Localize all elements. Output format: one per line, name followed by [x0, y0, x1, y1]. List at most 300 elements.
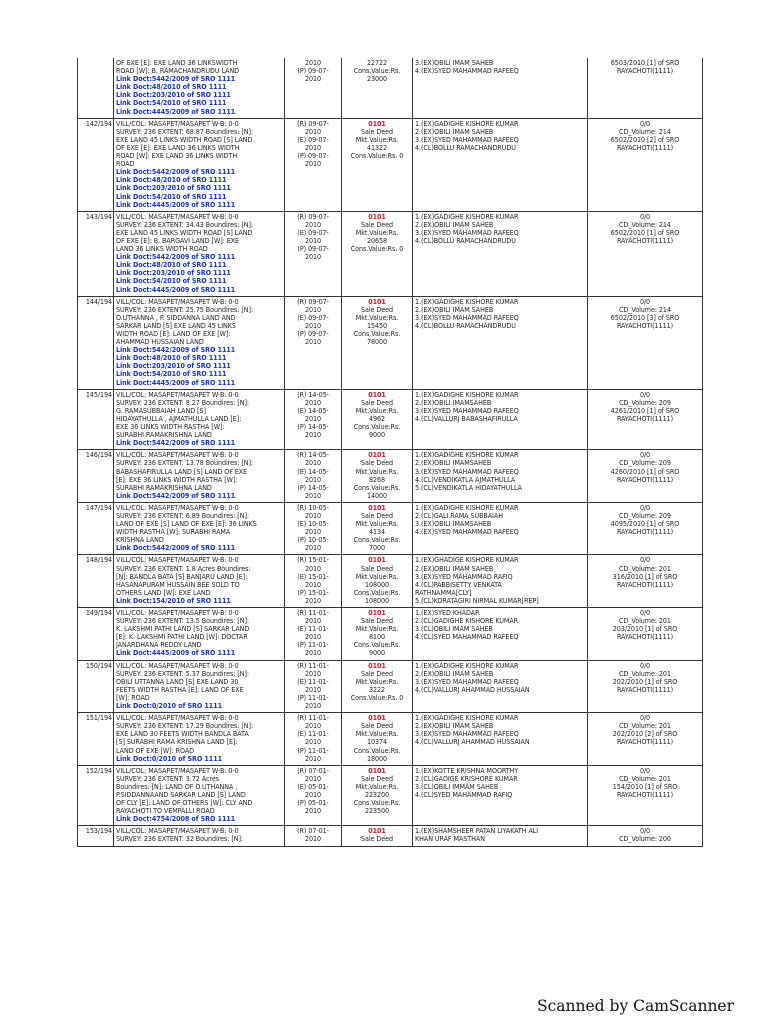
document-volume [588, 826, 703, 846]
description-line: VILL/COL: MASAPET/MASAPET W-B: 0-0 [116, 713, 239, 723]
parties [413, 118, 588, 211]
link-document: Link Doct:0/2010 of SRO 1111 [116, 701, 222, 711]
serial-number: 148/194 [78, 555, 114, 608]
description-line: [S] SURABHI RAMA KRISHNA LAND [E]: [116, 737, 238, 747]
volume-line: RAYACHOTI(1111) [616, 320, 674, 330]
document-volume [588, 608, 703, 661]
link-document: Link Doct:203/2010 of SRO 1111 [116, 183, 231, 193]
party-line: 3.(EX)OBILI IMAMSAHEB [415, 519, 492, 529]
volume-line: 0/0 [639, 826, 651, 836]
party-line: 1.(EX)SHAMSHEER PATAN LIYAKATH ALI [415, 826, 539, 836]
serial-number: 146/194 [78, 450, 114, 503]
date-line: 2010 [304, 632, 322, 642]
property-description [114, 296, 285, 389]
table-row [78, 296, 703, 389]
volume-line: 0/0 [639, 555, 651, 565]
serial-number: 143/194 [78, 211, 114, 296]
deed-details [342, 713, 413, 766]
party-line: RATHNAMMA[CLY] [415, 587, 472, 597]
link-document: Link Doct:4445/2009 of SRO 1111 [116, 106, 236, 116]
volume-line: 4260/2010 [1] of SRO [610, 466, 680, 476]
party-line: 2.(CL)GALI RAMA SUBBAIAH [415, 510, 503, 520]
description-line: ROAD [116, 159, 135, 169]
table-row [78, 502, 703, 555]
registration-dates [285, 389, 342, 450]
deed-line: Cons.Value:Rs. [353, 535, 401, 545]
volume-line: 0/0 [639, 211, 651, 221]
party-line: 4.(CL)VALLURJ AHAMMAD HUSSAIAN [415, 737, 530, 747]
volume-line: 6502/2010 [3] of SRO [610, 312, 680, 322]
description-line: RAYACHOTI TO VEMPALLI ROAD [116, 806, 215, 816]
party-line: 1.(EX)GADIGHE KISHORE KUMAR [415, 118, 519, 128]
deed-line: Cons.Value:Rs. [353, 329, 401, 338]
deed-line: Sale Deed [360, 668, 394, 678]
date-line: 2010 [304, 753, 322, 763]
link-document: Link Doct:48/2010 of SRO 1111 [116, 82, 227, 92]
deed-line: Mkt.Value:Rs. [355, 405, 399, 415]
description-line: EXE 36 LINKS WIDTH RASTHA [W]: [116, 422, 225, 432]
encumbrance-register [77, 58, 702, 847]
link-document: Link Doct:48/2010 of SRO 1111 [116, 353, 227, 363]
table-row [78, 450, 703, 503]
date-line: (R) 11-01- [297, 608, 329, 617]
table-row [78, 211, 703, 296]
property-description [114, 660, 285, 713]
description-line: VILL/COL: MASAPET/MASAPET W-B: 0-0 [116, 555, 239, 565]
description-line: VILL/COL: MASAPET/MASAPET W-B: 0-0 [116, 502, 239, 512]
description-line: SURVEY: 236 EXTENT: 3.72 Acres [116, 773, 219, 783]
document-volume [588, 765, 703, 826]
date-line: (E) 10-05- [297, 519, 329, 529]
date-line: 2010 [304, 458, 322, 468]
date-line: 2010 [304, 252, 322, 262]
deed-line: 10374 [366, 737, 388, 747]
party-line: 2.(CL)GADIGE KRISHORE KUMAR [415, 773, 518, 783]
description-line: SURVEY: 236 EXTENT: 25.75 Boundires: [N]: [116, 304, 254, 314]
parties [413, 826, 588, 846]
date-line: 2010 [304, 806, 322, 816]
link-document: Link Doct:48/2010 of SRO 1111 [116, 260, 227, 270]
date-line: (P) 09-07- [297, 151, 329, 161]
description-line: OF EXE [E]: EXE LAND 36 LINKSWIDTH [116, 58, 238, 67]
description-line: SURVEY: 236 EXTENT: 32 Boundires: [N]: [116, 834, 244, 844]
link-document: Link Doct:4754/2008 of SRO 1111 [116, 814, 236, 824]
table-row [78, 118, 703, 211]
date-line: (P) 11-01- [297, 745, 329, 755]
date-line: (R) 15-01- [297, 555, 329, 565]
property-description [114, 826, 285, 846]
link-document: Link Doct:5442/2009 of SRO 1111 [116, 74, 236, 84]
table-row [78, 58, 703, 118]
deed-line: Mkt.Value:Rs. [355, 227, 399, 237]
description-line: OTHERS LAND [W]: EXE LAND [116, 587, 211, 597]
link-document: Link Doct:4445/2009 of SRO 1111 [116, 284, 236, 294]
description-line: KRISHNA LAND [116, 535, 164, 545]
deed-line: Cons.Value:Rs. [353, 66, 401, 76]
description-line: WIDTH ROAD [E]: LAND OF EXE [W]: [116, 329, 231, 338]
date-line: (R) 11-01- [297, 660, 329, 670]
date-line: (R) 10-05- [297, 502, 329, 512]
volume-line: 0/0 [639, 713, 651, 723]
serial-number: 149/194 [78, 608, 114, 661]
volume-line: 0/0 [639, 118, 651, 128]
volume-line: RAYACHOTI(1111) [616, 789, 674, 799]
volume-line: 6503/2010 [1] of SRO [610, 58, 680, 67]
party-line: 3.(EX)SYED MAHAMMAD RAFEEQ [415, 312, 519, 322]
description-line: G. RAMASUBBAIAH LAND [S] [116, 405, 206, 415]
deed-code: 0101 [368, 502, 386, 512]
description-line: SARKAR LAND [S] EXE LAND 45 LINKS [116, 320, 236, 330]
date-line: (P) 09-07- [297, 329, 329, 338]
deed-line: Sale Deed [360, 458, 394, 468]
deed-line: Mkt.Value:Rs. [355, 134, 399, 144]
camscanner-watermark: Scanned by CamScanner [537, 997, 735, 1015]
party-line: 1.(EX)GADIGHE KISHORE KUMAR [415, 389, 519, 399]
volume-line: 0/0 [639, 608, 651, 617]
deed-line: Mkt.Value:Rs. [355, 781, 399, 791]
deed-code: 0101 [368, 713, 386, 723]
date-line: 2010 [304, 474, 322, 484]
date-line: 2010 [304, 527, 322, 537]
table-row [78, 608, 703, 661]
date-line: 2010 [304, 668, 322, 678]
date-line: 2010 [304, 510, 322, 520]
link-document: Link Doct:4445/2009 of SRO 1111 [116, 648, 236, 658]
registration-dates [285, 826, 342, 846]
deed-code: 0101 [368, 450, 386, 460]
date-line: (E) 11-01- [297, 729, 329, 739]
description-line: VILL/COL: MASAPET/MASAPET W-B: 0-0 [116, 211, 239, 221]
serial-number: 152/194 [78, 765, 114, 826]
volume-line: 0/0 [639, 389, 651, 399]
deed-code: 0101 [368, 118, 386, 128]
description-line: Boundires: [N]: LAND OF O.UTHANNA , [116, 781, 238, 791]
property-description [114, 118, 285, 211]
party-line: 2.(EX)OBILI IMAM SAHEB [415, 304, 494, 314]
deed-line: Cons.Value:Rs. [353, 422, 401, 432]
link-document: Link Doct:54/2010 of SRO 1111 [116, 276, 227, 286]
date-line: (P) 05-01- [297, 798, 329, 808]
registration-dates [285, 58, 342, 118]
party-line: 2.(EX)OBILI IMAM SAHEB [415, 721, 494, 731]
date-line: 2010 [304, 701, 322, 711]
description-line: OBILI UTTANNA LAND [S] EXE LAND 30 [116, 676, 239, 686]
deed-details [342, 118, 413, 211]
deed-line: 22722 [366, 58, 388, 67]
deed-line: Mkt.Value:Rs. [355, 312, 399, 322]
registration-dates [285, 608, 342, 661]
party-line: 1.(EX)KOTTE KRISHNA MOORTHY [415, 765, 519, 775]
deed-line: 15450 [366, 320, 388, 330]
party-line: 4.(CL)BOLLU RAMACHANDRUDU [415, 320, 516, 330]
parties [413, 211, 588, 296]
document-volume [588, 118, 703, 211]
deed-line: 4134 [368, 527, 386, 537]
link-document: Link Doct:5442/2009 of SRO 1111 [116, 543, 236, 553]
description-line: EXE LAND 45 LINKS WIDTH ROAD [S] LAND [116, 134, 253, 144]
link-document: Link Doct:54/2010 of SRO 1111 [116, 98, 227, 108]
table-row [78, 826, 703, 846]
party-line: 3.(EX)SYED MAHAMMAD RAFEEQ [415, 405, 519, 415]
registration-dates [285, 502, 342, 555]
deed-details [342, 502, 413, 555]
deed-details [342, 58, 413, 118]
volume-line: CD_Volume: 214 [619, 304, 671, 314]
date-line: (R) 07-01- [297, 765, 329, 775]
document-volume [588, 296, 703, 389]
deed-line: 223200 [364, 789, 390, 799]
description-line: SURVEY: 236 EXTENT: 6.89 Boundires: [N]: [116, 510, 250, 520]
party-line: 4.(CL)PABBISETTY VENKATA [415, 579, 502, 589]
date-line: (R) 11-01- [297, 713, 329, 723]
description-line: FEETS WIDTH RASTHA [E]: LAND OF EXE [116, 684, 244, 694]
property-description [114, 608, 285, 661]
party-line: 2.(EX)OBILI IMAMSAHEB [415, 397, 492, 407]
link-document: Link Doct:4445/2009 of SRO 1111 [116, 377, 236, 387]
date-line: 2010 [304, 126, 322, 136]
party-line: 1.(EX)GADIGHE KISHORE KUMAR [415, 450, 519, 460]
date-line: (E) 09-07- [297, 227, 329, 237]
table-row [78, 660, 703, 713]
parties [413, 296, 588, 389]
parties [413, 765, 588, 826]
party-line: 2.(CL)GADIGHE KISHORE KUMAR [415, 616, 519, 626]
deed-line: Sale Deed [360, 510, 394, 520]
date-line: (R) 09-07- [297, 296, 329, 306]
date-line: (P) 09-07- [297, 66, 329, 76]
description-line: VILL/COL: MASAPET/MASAPET W-B: 0-0 [116, 389, 239, 399]
description-line: OF EXE [E]: B. BARGAVI LAND [W]: EXE [116, 235, 240, 245]
party-line: 1.(EX)GADIGHE KISHORE KUMAR [415, 296, 519, 306]
description-line: VILL/COL: MASAPET/MASAPET W-B: 0-0 [116, 660, 239, 670]
document-volume [588, 58, 703, 118]
date-line: 2010 [304, 773, 322, 783]
date-line: (E) 11-01- [297, 676, 329, 686]
description-line: VILL/COL: MASAPET/MASAPET W-B: 0-0 [116, 118, 239, 128]
deed-line: 41322 [366, 142, 388, 152]
date-line: (R) 09-07- [297, 211, 329, 221]
volume-line: 202/2010 [1] of SRO [612, 676, 678, 686]
description-line: HIDAYATHULLA , AJMATHULLA LAND [E]: [116, 413, 242, 423]
date-line: (E) 15-01- [297, 571, 329, 581]
deed-line: Sale Deed [360, 397, 394, 407]
party-line: 3.(CL)OBILI IMMAM SAHEB [415, 781, 499, 791]
party-line: 3.(EX)SYED MAHAMMAD RAFEEQ [415, 466, 519, 476]
date-line: 2010 [304, 563, 322, 573]
deed-line: Mkt.Value:Rs. [355, 519, 399, 529]
date-line: 2010 [304, 430, 322, 440]
party-line: 3.(EX)SYED MAHAMMAD RAFEEQ [415, 134, 519, 144]
volume-line: 0/0 [639, 502, 651, 512]
date-line: (E) 09-07- [297, 312, 329, 322]
date-line: 2010 [304, 648, 322, 658]
deed-line: Mkt.Value:Rs. [355, 729, 399, 739]
description-line: WIDTH RASTHA [W]: SURABHI RAMA [116, 527, 231, 537]
volume-line: RAYACHOTI(1111) [616, 66, 674, 76]
party-line: 3.(CL)OBILI IMAM SAHEB [415, 624, 493, 634]
deed-line: 78000 [366, 337, 388, 347]
link-document: Link Doct:203/2010 of SRO 1111 [116, 268, 231, 278]
deed-line: Sale Deed [360, 616, 394, 626]
deed-details [342, 660, 413, 713]
date-line: (R) 09-07- [297, 118, 329, 128]
deed-line: 20658 [366, 235, 388, 245]
serial-number: 147/194 [78, 502, 114, 555]
volume-line: 0/0 [639, 296, 651, 306]
deed-code: 0101 [368, 555, 386, 565]
description-line: O.UTHANNA , P. SIDDANNA LAND AND [116, 312, 236, 322]
date-line: 2010 [304, 721, 322, 731]
party-line: 2.(EX)OBILI IMAMSAHEB [415, 458, 492, 468]
volume-line: 203/2010 [1] of SRO [612, 624, 678, 634]
link-document: Link Doct:5442/2009 of SRO 1111 [116, 252, 236, 262]
link-document: Link Doct:5442/2009 of SRO 1111 [116, 490, 236, 500]
link-document: Link Doct:5442/2009 of SRO 1111 [116, 167, 236, 177]
volume-line: CD_Volume: 209 [619, 397, 671, 407]
volume-line: 4261/2010 [1] of SRO [610, 405, 680, 415]
date-line: 2010 [304, 579, 322, 589]
serial-number: 145/194 [78, 389, 114, 450]
deed-line: Sale Deed [360, 304, 394, 314]
deed-code: 0101 [368, 608, 386, 617]
description-line: HASANAPURAM HUSSAIN BEE SOLD TO [116, 579, 240, 589]
deed-line: Cons.Value:Rs. 0 [350, 151, 404, 161]
deed-line: 8100 [368, 632, 386, 642]
table-row [78, 765, 703, 826]
date-line: 2010 [304, 684, 322, 694]
volume-line: CD_Volume: 200 [619, 834, 671, 844]
deed-line: 9000 [368, 648, 386, 658]
volume-line: 6502/2010 [2] of SRO [610, 134, 680, 144]
party-line: 5.(CL)VENDIKATLA HIDAYATHULLA [415, 482, 522, 492]
deed-line: 3222 [368, 684, 386, 694]
registration-dates [285, 765, 342, 826]
deed-line: Sale Deed [360, 126, 394, 136]
party-line: 4.(CL)VALLURJ BABASHAFIRULLA [415, 413, 518, 423]
description-line: LAND 36 LINKS WIDTH ROAD [116, 244, 208, 254]
date-line: (E) 14-05- [297, 405, 329, 415]
serial-number: 150/194 [78, 660, 114, 713]
description-line: EXE LAND 45 LINKS WIDTH ROAD [S] LAND [116, 227, 253, 237]
description-line: SURVEY: 236 EXTENT: 13.5 Boundires: [N]: [116, 616, 250, 626]
link-document: Link Doct:54/2010 of SRO 1111 [116, 191, 227, 201]
date-line: (E) 11-01- [297, 624, 329, 634]
party-line: 3.(EX)SYED MAHAMMAD RAFEEQ [415, 729, 519, 739]
volume-line: CD_Volume: 209 [619, 510, 671, 520]
deed-line: Mkt.Value:Rs. [355, 624, 399, 634]
parties [413, 58, 588, 118]
deed-code: 0101 [368, 826, 386, 836]
parties [413, 555, 588, 608]
link-document: Link Doct:0/2010 of SRO 1111 [116, 753, 222, 763]
volume-line: CD_Volume: 201 [619, 563, 671, 573]
date-line: 2010 [304, 413, 322, 423]
date-line: 2010 [304, 219, 322, 229]
property-description [114, 450, 285, 503]
deed-details [342, 608, 413, 661]
description-line: SURVEY: 236 EXTENT: 17.29 Boundires: [N]: [116, 721, 254, 731]
description-line: VILL/COL: MASAPET/MASAPET W-B: 0-0 [116, 450, 239, 460]
volume-line: RAYACHOTI(1111) [616, 579, 674, 589]
parties [413, 450, 588, 503]
description-line: EXE LAND 30 FEETS WIDTH BANDLA BATA [116, 729, 249, 739]
date-line: (R) 14-05- [297, 450, 329, 460]
party-line: 3.(EX)SYED MAHAMMAD RAFEEQ [415, 227, 519, 237]
date-line: 2010 [304, 142, 322, 152]
deed-line: 108000 [364, 595, 390, 605]
serial-number [78, 58, 114, 118]
deed-code: 0101 [368, 765, 386, 775]
date-line: 2010 [304, 737, 322, 747]
date-line: 2010 [304, 789, 322, 799]
description-line: SURVEY: 236 EXTENT: 13.78 Boundires: [N]: [116, 458, 254, 468]
description-line: ROAD [W]: EXE LAND 36 LINKS WIDTH [116, 151, 238, 161]
description-line: SURVEY: 236 EXTENT: 1.8 Acres Boundires: [116, 563, 251, 573]
description-line: AHAMMAD HUSSAIAN LAND [116, 337, 204, 347]
document-volume [588, 389, 703, 450]
date-line: (P) 14-05- [297, 482, 329, 492]
deed-line: Cons.Value:Rs. [353, 640, 401, 650]
party-line: 4.(CL)VALLURJ AHAMMAD HUSSAIAN [415, 684, 530, 694]
date-line: (P) 15-01- [297, 587, 329, 597]
volume-line: 316/2010 [1] of SRO [612, 571, 678, 581]
deed-line: Mkt.Value:Rs. [355, 676, 399, 686]
description-line: VILL/COL: MASAPET/MASAPET W-B: 0-0 [116, 296, 239, 306]
date-line: 2010 [304, 490, 322, 500]
description-line: VILL/COL: MASAPET/MASAPET W-B: 0-0 [116, 608, 239, 617]
party-line: 2.(EX)OBILI IMAM SAHEB [415, 668, 494, 678]
serial-number: 151/194 [78, 713, 114, 766]
party-line: 3.(EX)SYED MAHAMMAD RAFIQ [415, 571, 513, 581]
description-line: SURABHI RAMAKRISHNA LAND [116, 482, 212, 492]
volume-line: RAYACHOTI(1111) [616, 142, 674, 152]
party-line: 2.(EX)OBILI IMAM SAHEB [415, 219, 494, 229]
transaction-table [77, 58, 703, 847]
document-volume [588, 502, 703, 555]
link-document: Link Doct:203/2010 of SRO 1111 [116, 90, 231, 100]
deed-line: Sale Deed [360, 773, 394, 783]
date-line: 2010 [304, 616, 322, 626]
parties [413, 660, 588, 713]
date-line: (E) 14-05- [297, 466, 329, 476]
party-line: 1.(EX)GADIGHE KISHORE KUMAR [415, 713, 519, 723]
deed-details [342, 450, 413, 503]
volume-line: CD_Volume: 214 [619, 126, 671, 136]
party-line: 2.(EX)OBILI IMAM SAHEB [415, 126, 494, 136]
description-line: [W]: ROAD [116, 692, 150, 702]
registration-dates [285, 450, 342, 503]
party-line: 1.(EX)SYED KHADAR [415, 608, 480, 617]
party-line: 1.(EX)GADIGHE KISHORE KUMAR [415, 660, 519, 670]
date-line: 2010 [304, 235, 322, 245]
document-volume [588, 450, 703, 503]
deed-details [342, 826, 413, 846]
link-document: Link Doct:154/2010 of SRO 1111 [116, 595, 231, 605]
document-volume [588, 555, 703, 608]
deed-line: Mkt.Value:Rs. [355, 466, 399, 476]
deed-details [342, 211, 413, 296]
deed-details [342, 765, 413, 826]
property-description [114, 555, 285, 608]
property-description [114, 389, 285, 450]
description-line: VILL/COL: MASAPET/MASAPET W-B: 0-0 [116, 765, 239, 775]
date-line: 2010 [304, 337, 322, 347]
party-line: 3.(EX)SYED MAHAMMAD RAFEEQ [415, 676, 519, 686]
volume-line: RAYACHOTI(1111) [616, 632, 674, 642]
deed-line: Sale Deed [360, 721, 394, 731]
deed-line: 223500 [364, 806, 390, 816]
party-line: 4.(CL)SYED MAHAMMAD RAFIQ [415, 789, 513, 799]
